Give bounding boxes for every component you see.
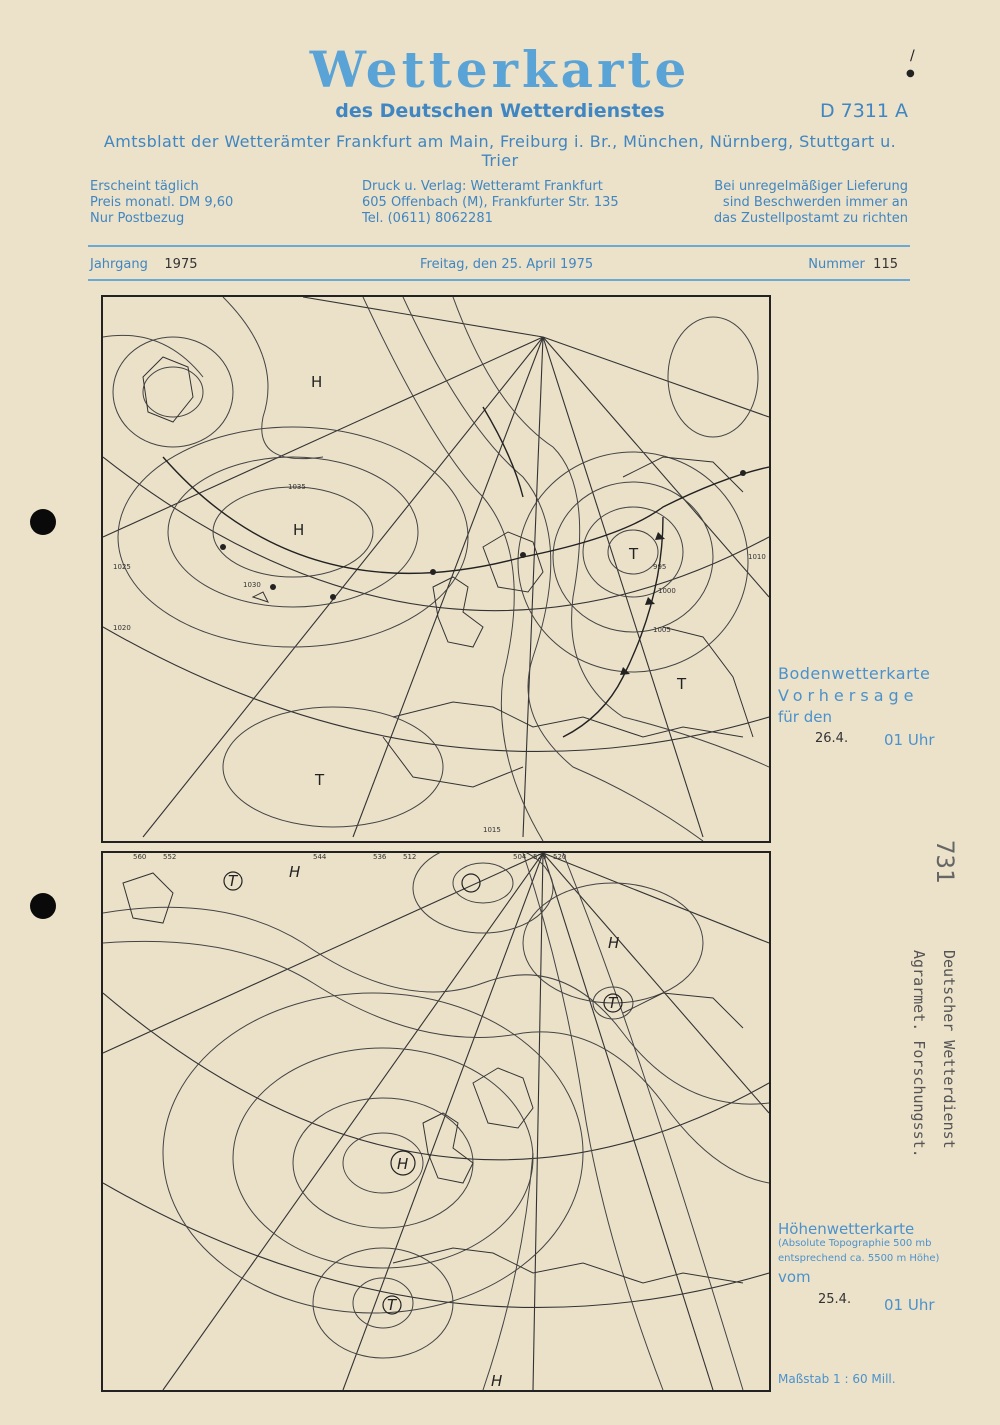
- surface-map-caption-for: für den: [778, 708, 832, 726]
- divider: [88, 279, 910, 281]
- low-pressure-label: T: [677, 675, 687, 693]
- punch-hole: [30, 893, 56, 919]
- contour-label: 528: [533, 853, 547, 861]
- isobar-label: 995: [653, 563, 667, 571]
- isobar-label: 1005: [653, 626, 671, 634]
- punch-hole: [30, 509, 56, 535]
- contours: [103, 853, 769, 1390]
- low-label: T: [608, 994, 618, 1012]
- isobar-label: 1020: [113, 624, 131, 632]
- nummer-label: Nummer: [808, 257, 865, 272]
- meridians: [103, 853, 769, 1390]
- masthead-subtitle: des Deutschen Wetterdienstes: [335, 100, 665, 122]
- isobar-label: 1000: [658, 587, 676, 595]
- isobars: [103, 297, 769, 841]
- isobar-label: 1030: [243, 581, 261, 589]
- center-circles: [224, 872, 622, 1314]
- coastlines: [123, 873, 743, 1283]
- jahrgang: [90, 257, 198, 272]
- contour-label: 520: [553, 853, 567, 861]
- jahrgang-label: Jahrgang: [90, 257, 148, 272]
- upper-map-caption-sub2: entsprechend ca. 5500 m Höhe): [778, 1253, 940, 1264]
- upper-map-caption-from: vom: [778, 1268, 811, 1286]
- info-line: Druck u. Verlag: Wetteramt Frankfurt: [362, 179, 603, 194]
- low-label: T: [228, 872, 238, 890]
- nummer-value: 115: [873, 257, 898, 272]
- stamp-number: 731: [931, 840, 959, 884]
- isobar-label: 1010: [748, 553, 766, 561]
- contour-values: [133, 853, 566, 861]
- isobar-label: 1025: [113, 563, 131, 571]
- meridians: [103, 297, 769, 837]
- high-label: H: [491, 1372, 503, 1390]
- surface-map-time: 01 Uhr: [884, 731, 935, 749]
- jahrgang-value: 1975: [164, 257, 198, 272]
- high-pressure-label: H: [293, 521, 305, 539]
- info-line: das Zustellpostamt zu richten: [713, 211, 908, 226]
- upper-air-map: [101, 851, 771, 1392]
- high-pressure-label: H: [311, 373, 323, 391]
- info-line: Nur Postbezug: [90, 211, 185, 226]
- isobar-label: 1015: [483, 826, 501, 834]
- contour-label: 512: [403, 853, 417, 861]
- upper-map-date: 25.4.: [818, 1292, 852, 1307]
- surface-map-caption-title: Bodenwetterkarte: [778, 664, 931, 683]
- upper-map-caption-title: Höhenwetterkarte: [778, 1220, 915, 1238]
- contour-label: 552: [163, 853, 177, 861]
- ink-mark: ●: [906, 68, 915, 79]
- contour-label: 544: [313, 853, 327, 861]
- info-line: 605 Offenbach (M), Frankfurter Str. 135: [362, 195, 619, 210]
- high-label: H: [608, 934, 620, 952]
- contour-label: 536: [373, 853, 387, 861]
- low-label: T: [387, 1296, 397, 1314]
- low-pressure-label: T: [629, 545, 639, 563]
- low-pressure-label: T: [315, 771, 325, 789]
- masthead-title: Wetterkarte: [309, 40, 691, 99]
- stamp-line: Agrarmet. Forschungsst.: [910, 950, 928, 1158]
- surface-map-drawing: [103, 297, 769, 841]
- issue-number: [808, 257, 898, 272]
- stamp-line: Deutscher Wetterdienst: [940, 950, 958, 1149]
- surface-weather-map: [101, 295, 771, 843]
- amtsblatt-line: Amtsblatt der Wetterämter Frankfurt am Main, Freiburg i. Br., München, Nürnberg, Stuttgart u. Trier: [103, 132, 897, 170]
- info-line: Bei unregelmäßiger Lieferung: [714, 179, 908, 194]
- issue-date: Freitag, den 25. April 1975: [420, 257, 594, 272]
- map-scale: Maßstab 1 : 60 Mill.: [778, 1372, 896, 1386]
- info-line: Preis monatl. DM 9,60: [90, 195, 234, 210]
- info-line: Tel. (0611) 8062281: [362, 211, 493, 226]
- isobar-label: 1035: [288, 483, 306, 491]
- info-line: Erscheint täglich: [90, 179, 199, 194]
- upper-map-caption-sub1: (Absolute Topographie 500 mb: [778, 1238, 932, 1249]
- document-number: D 7311 A: [819, 100, 908, 122]
- publisher-info: [362, 179, 619, 227]
- contour-label: 504: [513, 853, 527, 861]
- surface-map-caption-forecast: Vorhersage: [778, 686, 919, 705]
- high-label: H: [289, 863, 301, 881]
- info-line: sind Beschwerden immer an: [722, 195, 908, 210]
- divider: [88, 245, 910, 247]
- publication-info: [90, 179, 233, 227]
- high-label: H: [397, 1155, 409, 1173]
- contour-label: 560: [133, 853, 147, 861]
- upper-map-drawing: [103, 853, 769, 1390]
- ink-mark: /: [910, 48, 915, 64]
- delivery-info: [714, 179, 908, 227]
- surface-map-date: 26.4.: [815, 731, 849, 746]
- upper-map-time: 01 Uhr: [884, 1296, 935, 1314]
